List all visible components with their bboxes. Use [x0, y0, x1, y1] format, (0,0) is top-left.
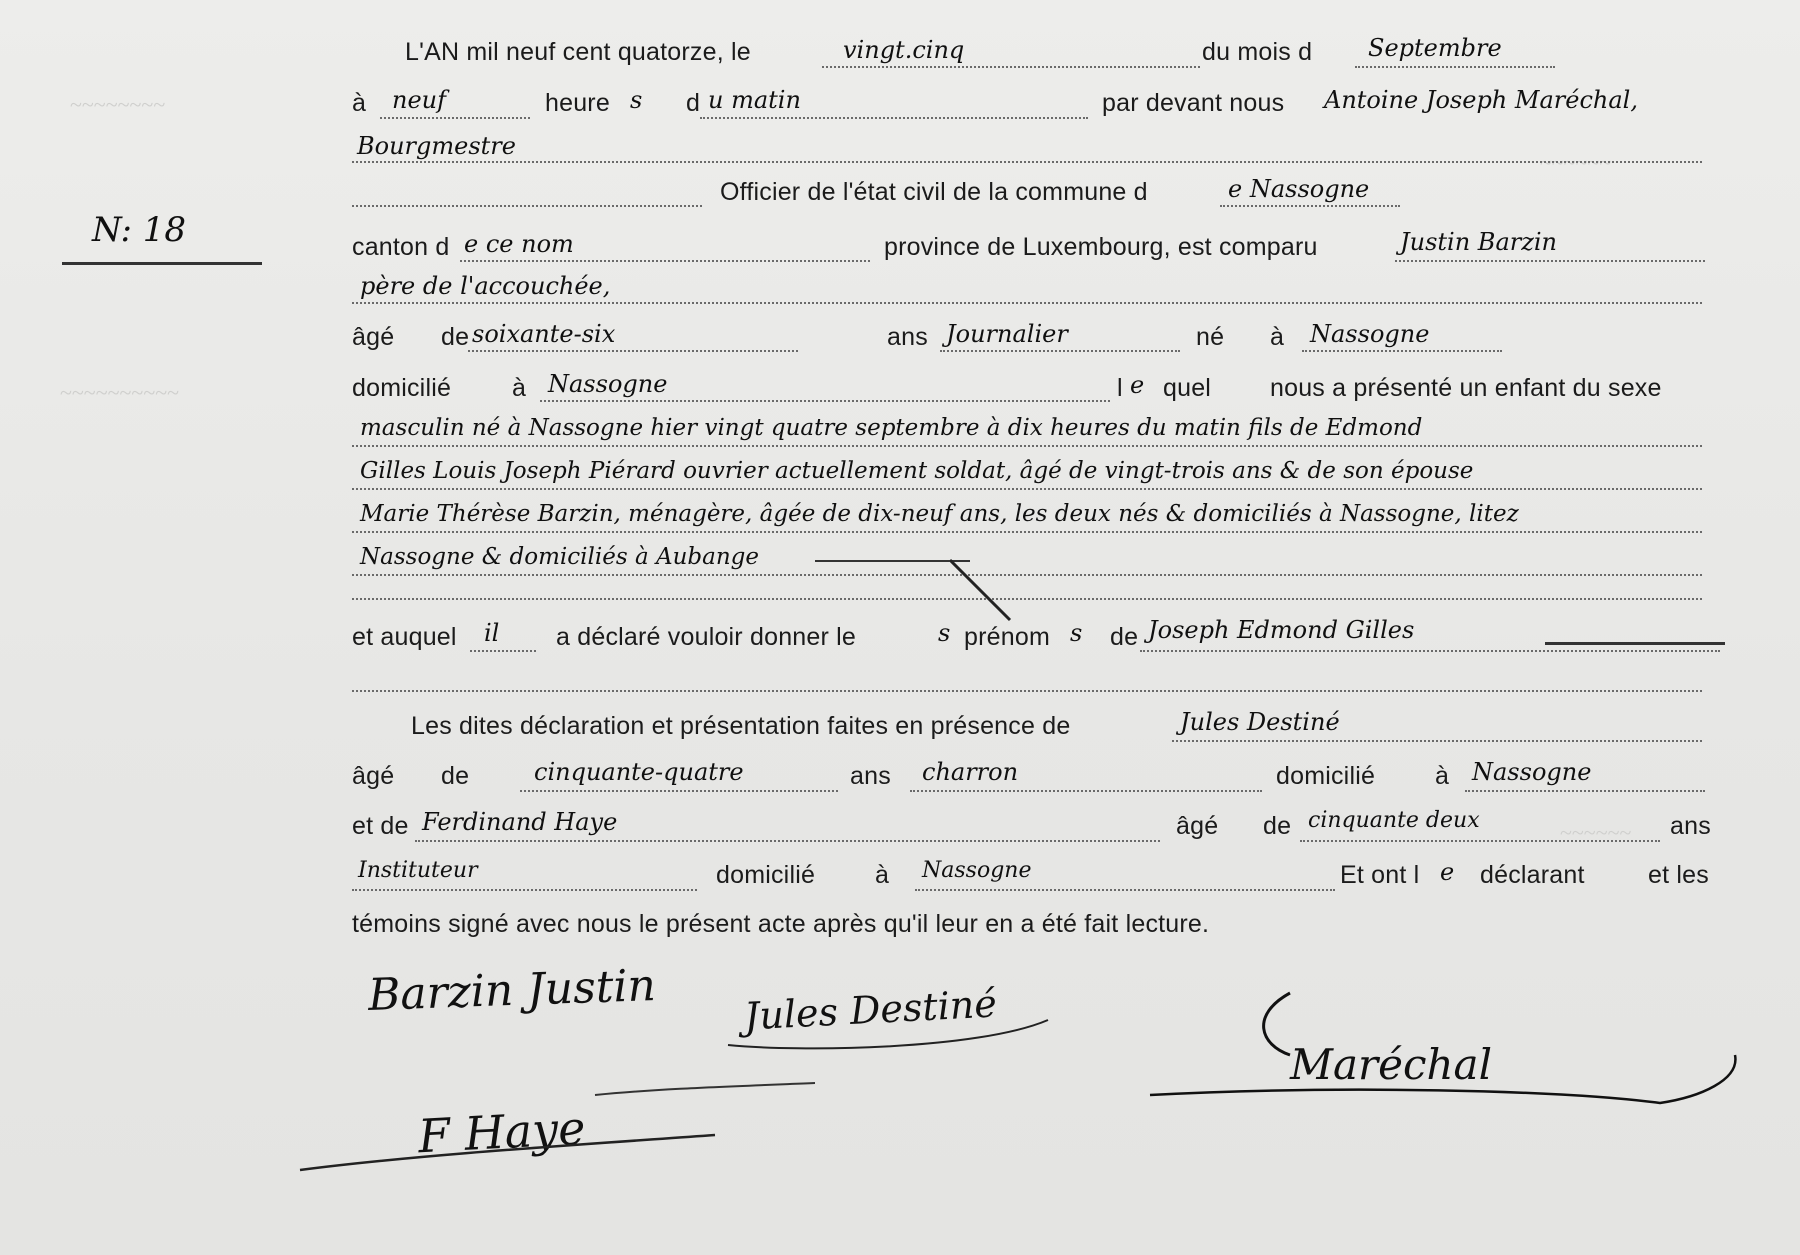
hw-residence: Nassogne: [548, 370, 668, 398]
signature-declarant: Barzin Justin: [367, 959, 657, 1022]
fill-line: [822, 66, 1200, 68]
bleed-through: ~~~~~~: [1560, 820, 1632, 845]
hw-witness-2: Ferdinand Haye: [422, 808, 618, 836]
text-et-les: et les: [1648, 861, 1709, 889]
fill-line: [352, 302, 1702, 304]
text-et-ont: Et ont l: [1340, 861, 1420, 889]
hw-witness-1-residence: Nassogne: [1472, 758, 1592, 786]
hw-body-line-2: Gilles Louis Joseph Piérard ouvrier actuellement soldat, âgé de vingt-trois ans & de son épouse: [360, 458, 1474, 484]
text-closing: témoins signé avec nous le présent acte après qu'il leur en a été fait lecture.: [352, 910, 1210, 938]
text-domicilie: domicilié: [1276, 762, 1376, 790]
hw-le: e: [1130, 371, 1145, 399]
text-a: à: [352, 89, 367, 117]
bleed-through: ~~~~~~~~: [70, 92, 166, 117]
text-de: de: [441, 323, 470, 351]
hw-bourgmestre: Bourgmestre: [357, 132, 516, 160]
text-de: de: [441, 762, 470, 790]
text-ne: né: [1196, 323, 1225, 351]
hw-commune: e Nassogne: [1228, 175, 1370, 203]
hw-witness-2-residence: Nassogne: [922, 858, 1032, 883]
text-declarations: Les dites déclaration et présentation faites en présence de: [411, 712, 1071, 740]
text-domicilie: domicilié: [352, 374, 452, 402]
fill-line: [1302, 350, 1502, 352]
record-number-underline: [62, 262, 262, 265]
signature-witness-1-flourish: [718, 990, 1058, 1060]
text-et-de: et de: [352, 812, 409, 840]
hw-le-declarant: e: [1440, 858, 1455, 886]
hw-day: vingt.cinq: [843, 36, 965, 64]
signature-officer: Maréchal: [1290, 1040, 1493, 1089]
text-age: âgé: [1176, 812, 1219, 840]
fill-line: [1172, 740, 1702, 742]
hw-relation: père de l'accouchée,: [360, 272, 611, 300]
hw-witness-2-age: cinquante deux: [1308, 808, 1480, 833]
fill-line: [352, 889, 697, 891]
fill-line: [940, 350, 1180, 352]
hw-body-line-4: Nassogne & domiciliés à Aubange: [360, 544, 759, 570]
text-ans: ans: [1670, 812, 1711, 840]
fill-line: [1395, 260, 1705, 262]
fill-line: [910, 790, 1262, 792]
text-d: d: [686, 89, 701, 117]
text-prenom: prénom: [964, 623, 1050, 651]
hw-witness-2-profession: Instituteur: [358, 858, 478, 883]
fill-line: [352, 690, 1702, 692]
hw-prenom-s: s: [1070, 619, 1083, 647]
fill-line: [352, 161, 1702, 163]
bleed-through: ~~~~~~: [1540, 150, 1612, 175]
text-de: de: [1263, 812, 1292, 840]
fill-line: [352, 598, 1702, 600]
fill-line: [352, 445, 1702, 447]
fill-line: [352, 488, 1702, 490]
fill-line: [415, 840, 1160, 842]
text-domicilie-a: à: [1435, 762, 1450, 790]
text-ans: ans: [850, 762, 891, 790]
text-declarant: déclarant: [1480, 861, 1585, 889]
fill-line: [460, 260, 870, 262]
fill-line: [380, 117, 530, 119]
signature-witness-2-flourish: [295, 1075, 815, 1185]
hw-given-names: Joseph Edmond Gilles: [1148, 616, 1415, 644]
hw-le-s: s: [938, 619, 951, 647]
text-canton: canton d: [352, 233, 450, 261]
hw-canton: e ce nom: [464, 230, 574, 258]
hw-witness-1-profession: charron: [922, 758, 1019, 786]
record-number: N: 18: [92, 210, 187, 250]
signature-officer-flourish: [1140, 985, 1760, 1115]
hw-witness-1-age: cinquante-quatre: [534, 758, 744, 786]
text-officier: Officier de l'état civil de la commune d: [720, 178, 1148, 206]
text-province: province de Luxembourg, est comparu: [884, 233, 1318, 261]
text-age: âgé: [352, 762, 395, 790]
text-quel: quel: [1163, 374, 1212, 402]
text-de: de: [1110, 623, 1139, 651]
text-ans: ans: [887, 323, 928, 351]
fill-line: [1140, 650, 1720, 652]
fill-line: [470, 650, 536, 652]
text-declare: a déclaré vouloir donner le: [556, 623, 857, 651]
hw-witness-1: Jules Destiné: [1180, 708, 1340, 736]
bleed-through: ~~~~~~~~~~: [60, 380, 180, 405]
hw-month: Septembre: [1368, 34, 1502, 62]
fill-line: [1465, 790, 1705, 792]
text-presente: nous a présenté un enfant du sexe: [1270, 374, 1662, 402]
hw-hour: neuf: [392, 86, 446, 114]
text-age: âgé: [352, 323, 395, 351]
fill-line: [915, 889, 1335, 891]
hw-comparant: Justin Barzin: [1400, 228, 1557, 256]
text-year: L'AN mil neuf cent quatorze, le: [405, 38, 751, 66]
fill-line: [352, 531, 1702, 533]
text-heure: heure: [545, 89, 610, 117]
fill-line: [468, 350, 798, 352]
text-et-auquel: et auquel: [352, 623, 457, 651]
hw-body-line-3: Marie Thérèse Barzin, ménagère, âgée de dix-neuf ans, les deux nés & domiciliés à Nassogne, litez: [360, 501, 1519, 527]
text-l: l: [1117, 374, 1123, 402]
hw-heure-suffix: s: [630, 86, 643, 114]
hw-birthplace: Nassogne: [1310, 320, 1430, 348]
hw-matin: u matin: [708, 86, 801, 114]
fill-line: [700, 117, 1088, 119]
fill-line: [540, 400, 1110, 402]
hw-il: il: [484, 619, 500, 647]
given-names-dash: [1545, 642, 1725, 645]
text-domicilie: domicilié: [716, 861, 816, 889]
fill-line: [352, 205, 702, 207]
closing-dash: [815, 560, 970, 562]
text-month-of: du mois d: [1202, 38, 1313, 66]
text-domicilie-a: à: [512, 374, 527, 402]
text-ne-a: à: [1270, 323, 1285, 351]
fill-line: [1220, 205, 1400, 207]
fill-line: [1355, 66, 1555, 68]
fill-line: [352, 574, 1702, 576]
hw-age-comparant: soixante-six: [472, 320, 616, 348]
fill-line: [520, 790, 838, 792]
signature-witness-1: Jules Destiné: [743, 981, 998, 1039]
hw-body-line-1: masculin né à Nassogne hier vingt quatre septembre à dix heures du matin fils de Edmond: [360, 415, 1423, 441]
hw-officer-name: Antoine Joseph Maréchal,: [1324, 86, 1638, 114]
fill-line: [1300, 840, 1660, 842]
signature-witness-2: F Haye: [416, 1100, 587, 1164]
text-par-devant: par devant nous: [1102, 89, 1285, 117]
hw-profession: Journalier: [946, 320, 1068, 348]
closing-stroke: [950, 556, 1020, 626]
text-domicilie-a: à: [875, 861, 890, 889]
